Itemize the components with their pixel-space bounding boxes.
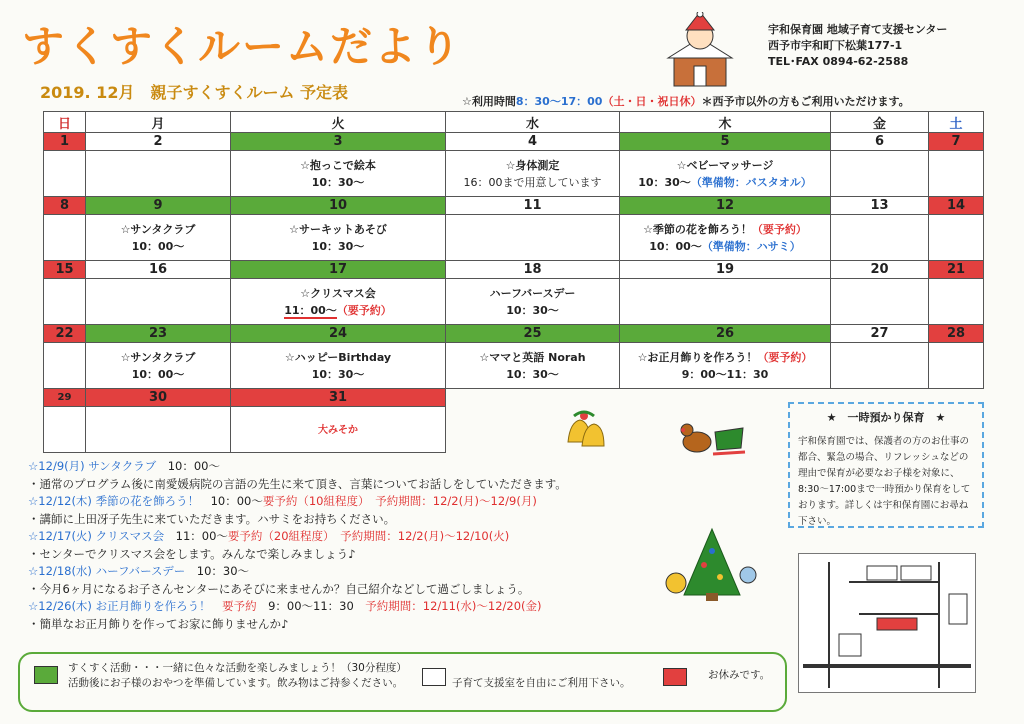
event-line-text: 10：30～ (506, 367, 559, 381)
event-cell (831, 343, 929, 389)
location-map (798, 553, 976, 693)
event-line-text: 10：30～ (311, 239, 365, 253)
note-item (28, 528, 758, 546)
event-tag: （準備物：バスタオル） (690, 175, 812, 189)
event-line (231, 157, 445, 174)
event-cell (86, 407, 231, 453)
date-cell: 30 (86, 389, 231, 407)
event-text (231, 349, 445, 383)
event-cell (44, 215, 86, 261)
event-line (86, 366, 230, 383)
weekday-tue: 火 (231, 112, 446, 133)
date-cell: 2 (86, 133, 231, 151)
event-row (44, 151, 984, 197)
event-line (620, 238, 830, 255)
date-cell: 7 (929, 133, 984, 151)
date-cell: 5 (620, 133, 831, 151)
note-item (28, 563, 758, 581)
event-cell (86, 215, 231, 261)
event-cell (44, 279, 86, 325)
legend-white-swatch (422, 668, 446, 686)
event-line-text: ☆ベビーマッサージ (676, 158, 774, 172)
event-cell (929, 151, 984, 197)
event-cell (446, 343, 620, 389)
date-cell: 3 (231, 133, 446, 151)
date-cell: 21 (929, 261, 984, 279)
date-cell: 12 (620, 197, 831, 215)
note-period: 予約期間：12/11(水)～12/20(金) (365, 599, 542, 613)
date-cell: 6 (831, 133, 929, 151)
note-item (28, 458, 758, 476)
note-item (28, 493, 758, 511)
date-row (44, 133, 984, 151)
weekday-sun: 日 (44, 112, 86, 133)
event-line (86, 238, 230, 255)
page-title: すくすくルームだより (22, 22, 463, 71)
event-line-text: ☆季節の花を飾ろう！ (643, 222, 752, 236)
event-line-text: 10：30～ (311, 367, 365, 381)
date-row (44, 261, 984, 279)
date-cell: 8 (44, 197, 86, 215)
note-time: 10：00～ (167, 459, 221, 473)
date-cell: 10 (231, 197, 446, 215)
event-cell (231, 343, 446, 389)
event-cell (231, 215, 446, 261)
event-line-text: ☆サンタクラブ (120, 222, 196, 236)
date-cell: 18 (446, 261, 620, 279)
weekday-mon: 月 (86, 112, 231, 133)
note-head: ☆12/9(月) サンタクラブ (28, 459, 157, 473)
date-cell: 14 (929, 197, 984, 215)
event-cell (620, 279, 831, 325)
event-line (620, 174, 830, 191)
event-text (231, 157, 445, 191)
note-time: 9：00～11：30 (268, 599, 354, 613)
christmas-bells-icon (560, 408, 610, 452)
new-years-eve-label: 大みそか (318, 424, 358, 436)
note-time: 10：30～ (196, 564, 250, 578)
note-reservation: 要予約（10組程度） (262, 494, 364, 508)
event-line-text: ☆抱っこで絵本 (300, 158, 376, 172)
event-line-text: 10：30～ (506, 303, 559, 317)
note-period: 予約期間：12/2(月)～12/10(火) (340, 529, 510, 543)
event-line (231, 366, 445, 383)
event-line (446, 174, 619, 191)
event-cell (620, 215, 831, 261)
event-text (446, 157, 619, 191)
event-cell (44, 407, 86, 453)
event-line (446, 285, 619, 302)
event-row (44, 215, 984, 261)
org-name: 宇和保育園 地域子育て支援センター (768, 23, 948, 36)
event-line (620, 366, 830, 383)
event-line-text: 9：00～11：30 (681, 367, 769, 381)
event-text (231, 221, 445, 255)
weekday-wed: 水 (446, 112, 620, 133)
legend-red-text: お休みです。 (708, 669, 771, 681)
date-cell: 4 (446, 133, 620, 151)
date-cell: 16 (86, 261, 231, 279)
event-cell (929, 279, 984, 325)
org-address: 西予市宇和町下松葉177-1 (768, 39, 903, 52)
event-cell (86, 151, 231, 197)
event-line-text: ハーフバースデー (489, 286, 576, 300)
note-head: ☆12/18(水) ハーフバースデー (28, 564, 186, 578)
event-cell (831, 279, 929, 325)
date-cell: 19 (620, 261, 831, 279)
legend-white-text: 子育て支援室を自由にご利用下さい。 (452, 677, 631, 689)
event-line (231, 302, 445, 319)
date-cell: 26 (620, 325, 831, 343)
legend-green-line2: 活動後にお子様のおやつを準備しています。飲み物はご持参ください。 (68, 677, 404, 689)
event-line-text: 10：30～ (311, 175, 365, 189)
date-cell: 24 (231, 325, 446, 343)
note-body: ・講師に上田冴子先生に来ていただきます。ハサミをお持ちください。 (28, 511, 396, 526)
date-cell: 1 (44, 133, 86, 151)
page-subtitle: 2019. 12月 親子すくすくルーム 予定表 (40, 83, 349, 102)
note-body: ・簡単なお正月飾りを作ってお家に飾りませんか♪ (28, 616, 289, 631)
date-cell: 13 (831, 197, 929, 215)
event-line-text: 10：00～ (649, 239, 702, 253)
event-cell (231, 279, 446, 325)
event-tag: （準備物：ハサミ） (701, 239, 801, 253)
date-row (44, 325, 984, 343)
event-line-text: ☆クリスマス会 (300, 286, 376, 300)
event-cell (86, 279, 231, 325)
event-line-text: 10：00～ (131, 367, 185, 381)
event-line (620, 221, 830, 238)
event-cell (620, 151, 831, 197)
event-line (231, 349, 445, 366)
date-cell: 25 (446, 325, 620, 343)
date-cell: 29 (44, 389, 86, 407)
event-cell (231, 151, 446, 197)
event-cell (231, 407, 446, 453)
event-line (620, 157, 830, 174)
event-text (620, 221, 830, 255)
opening-hours (462, 93, 910, 109)
event-tag: （要予約） (336, 303, 392, 317)
care-box-title: ★ 一時預かり保育 ★ (826, 411, 946, 424)
event-line-text: ☆サンタクラブ (120, 350, 196, 364)
event-line-text: 11：00～ (284, 303, 337, 317)
org-phone: TEL･FAX 0894-62-2588 (768, 55, 909, 68)
event-cell (86, 343, 231, 389)
date-cell: 20 (831, 261, 929, 279)
weekday-thu: 木 (620, 112, 831, 133)
event-line (446, 157, 619, 174)
event-line-text: 16：00まで用意しています (463, 175, 602, 189)
hours-closed: （土・日・祝日休） (602, 95, 702, 108)
date-cell: 9 (86, 197, 231, 215)
date-cell: 23 (86, 325, 231, 343)
event-cell (929, 343, 984, 389)
event-text (231, 285, 445, 319)
event-notes (28, 458, 758, 633)
note-head: ☆12/26(木) お正月飾りを作ろう！ (28, 599, 211, 613)
date-row (44, 197, 984, 215)
event-row (44, 343, 984, 389)
legend-red-swatch (663, 668, 687, 686)
note-time: 10：00～ (210, 494, 263, 508)
event-cell (446, 151, 620, 197)
legend-box (18, 652, 787, 712)
event-cell (831, 151, 929, 197)
event-cell (620, 343, 831, 389)
legend-green-text (68, 661, 407, 691)
legend-green-line1: すくすく活動・・・一緒に色々な活動を楽しみましょう！（30分程度） (68, 662, 407, 674)
hours-time: 8：30～17：00 (515, 95, 603, 108)
event-tag: （要予約） (757, 350, 813, 364)
event-line-text: ☆ハッピーBirthday (284, 350, 392, 364)
event-line-text: ☆お正月飾りを作ろう！ (637, 350, 758, 364)
event-text (620, 349, 830, 383)
hours-note: ＊西予市以外の方もご利用いただけます。 (701, 95, 910, 108)
event-text (86, 221, 230, 255)
event-cell (446, 279, 620, 325)
note-body: ・今月6ヶ月になるお子さんセンターにあそびに来ませんか？自己紹介などして過ごしましょう。 (28, 581, 530, 596)
date-cell: 31 (231, 389, 446, 407)
note-reservation: 要予約（20組程度） (227, 529, 329, 543)
date-cell: 15 (44, 261, 86, 279)
event-text (620, 157, 830, 191)
event-cell (446, 215, 620, 261)
date-cell: 17 (231, 261, 446, 279)
event-line-text: 10：00～ (131, 239, 185, 253)
note-time: 11：00～ (175, 529, 228, 543)
event-line (446, 366, 619, 383)
event-line (231, 174, 445, 191)
event-text (86, 349, 230, 383)
weekday-sat: 土 (929, 112, 984, 133)
event-tag: （要予約） (751, 222, 807, 236)
note-reservation: 要予約 (222, 599, 257, 613)
date-cell: 27 (831, 325, 929, 343)
event-cell (831, 215, 929, 261)
note-head: ☆12/17(火) クリスマス会 (28, 529, 165, 543)
date-cell: 28 (929, 325, 984, 343)
weekday-fri: 金 (831, 112, 929, 133)
temporary-care-box (788, 402, 984, 528)
event-line-text: ☆サーキットあそび (289, 222, 387, 236)
note-period: 予約期間：12/2(月)～12/9(月) (375, 494, 537, 508)
care-box-text: 宇和保育園では、保護者の方のお仕事の都合、緊急の場合、リフレッシュなどの理由で保育が必要なお子様を対象に、8:30～17:00まで一時預かり保育をしております。詳しくは宇和保育園にお尋ね下さい。 (798, 436, 971, 527)
santa-illustration-icon (664, 12, 736, 88)
hours-prefix: ☆利用時間 (462, 95, 516, 108)
date-cell: 11 (446, 197, 620, 215)
event-line-text: 10：30～ (638, 175, 691, 189)
event-line (446, 302, 619, 319)
event-line (620, 349, 830, 366)
event-line (231, 285, 445, 302)
event-text (446, 285, 619, 319)
event-row (44, 279, 984, 325)
date-cell: 22 (44, 325, 86, 343)
event-line (231, 221, 445, 238)
organization-info (768, 22, 947, 70)
event-line (446, 349, 619, 366)
event-text (446, 349, 619, 383)
event-line (86, 221, 230, 238)
note-head: ☆12/12(木) 季節の花を飾ろう！ (28, 494, 200, 508)
note-item (28, 598, 758, 616)
event-line (86, 349, 230, 366)
event-line (231, 238, 445, 255)
event-cell (44, 343, 86, 389)
legend-green-swatch (34, 666, 58, 684)
event-cell (44, 151, 86, 197)
note-body: ・通常のプログラム後に南愛媛病院の言語の先生に来て頂き、言葉についてお話しをしていただきます。 (28, 476, 567, 491)
weekday-header-row (44, 112, 984, 133)
event-line-text: ☆ママと英語 Norah (479, 350, 586, 364)
note-body: ・センターでクリスマス会をします。みんなで楽しみましょう♪ (28, 546, 356, 561)
event-line-text: ☆身体測定 (505, 158, 560, 172)
event-cell (929, 215, 984, 261)
